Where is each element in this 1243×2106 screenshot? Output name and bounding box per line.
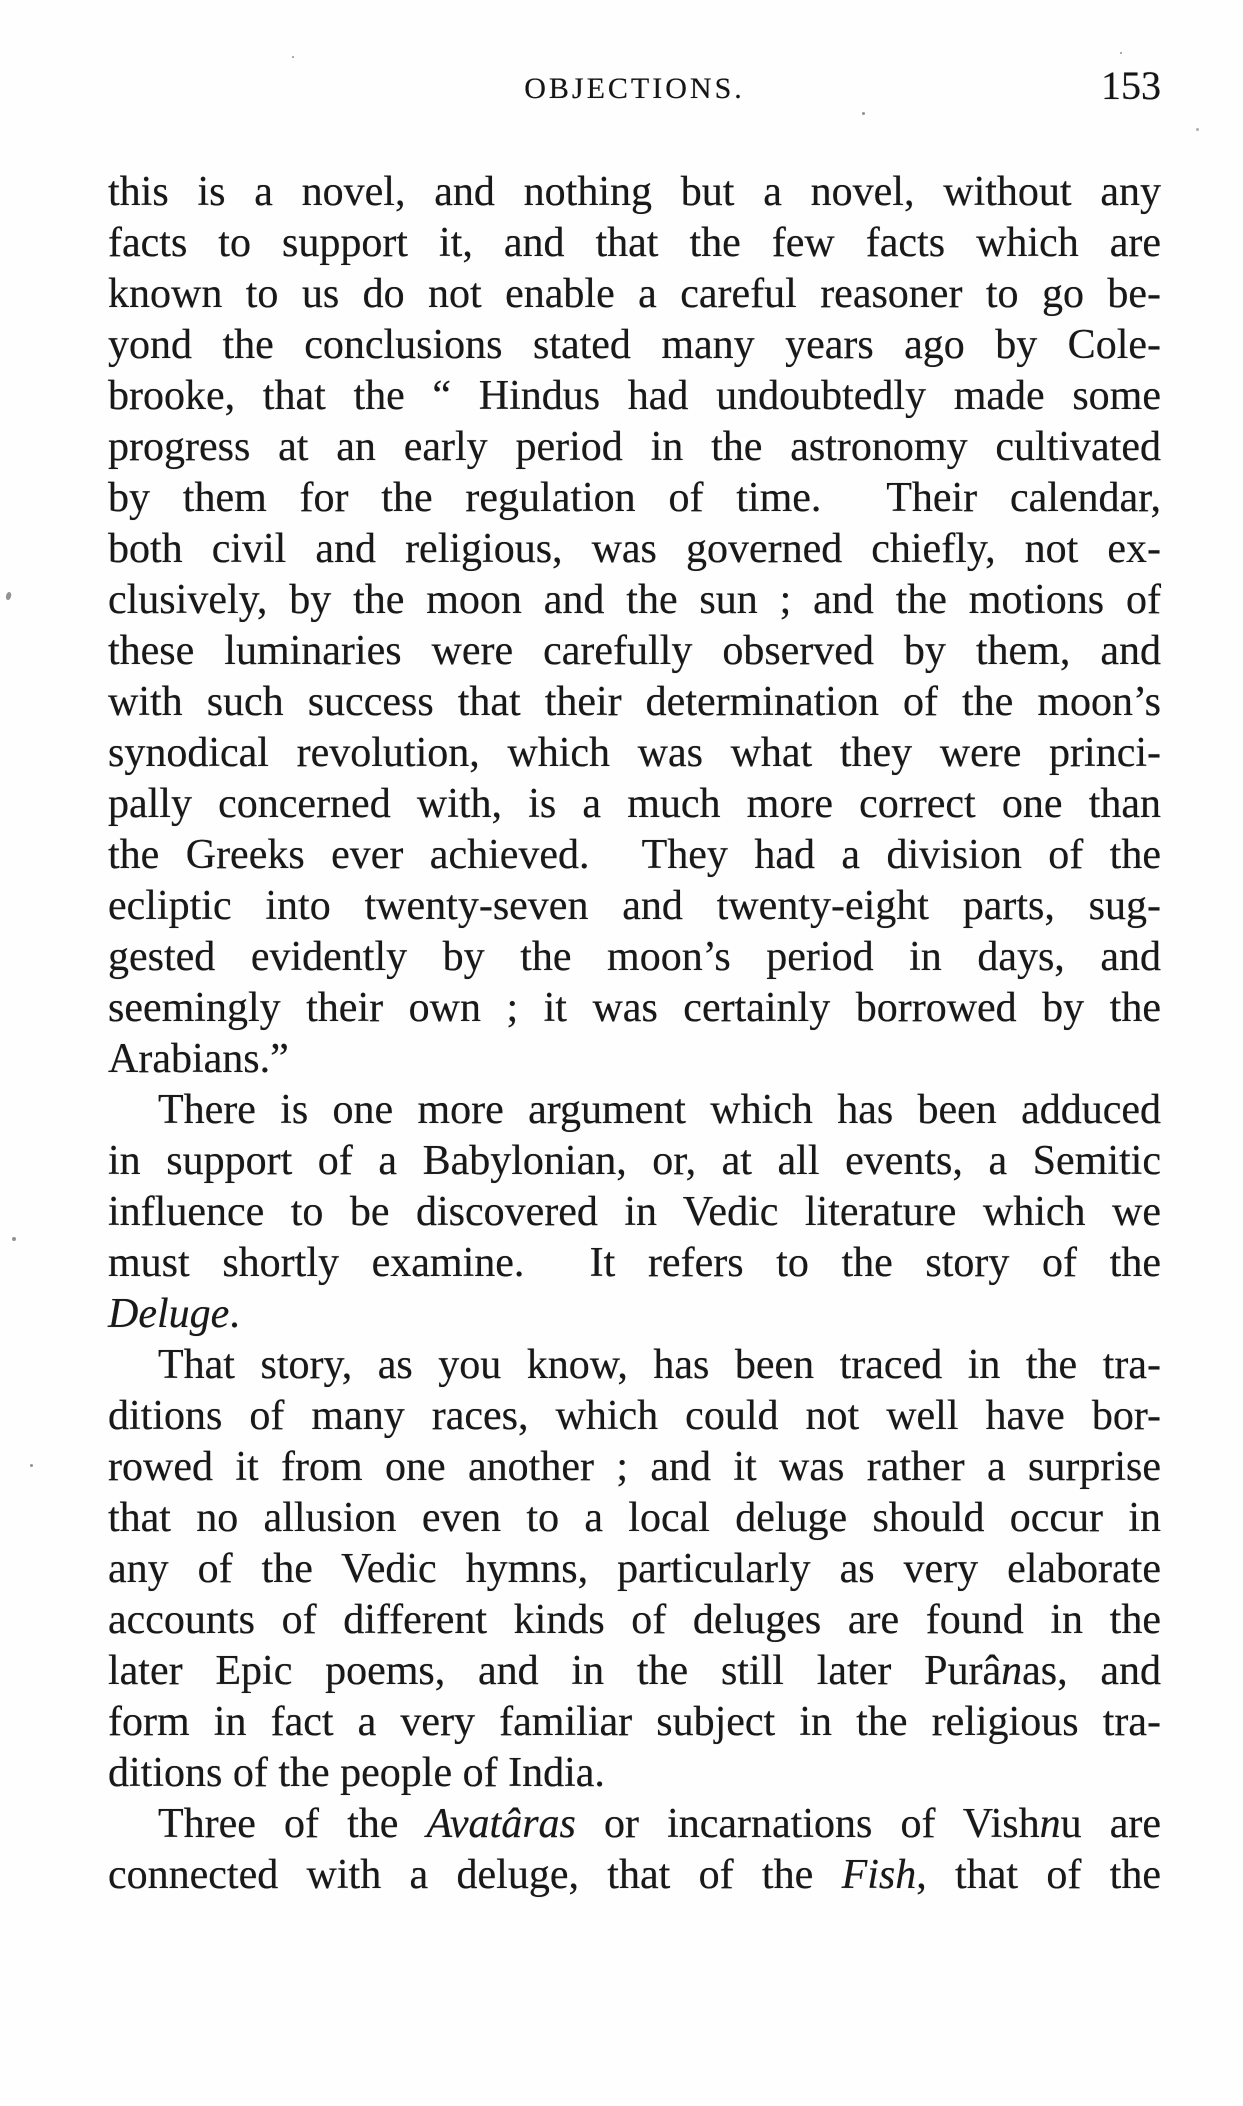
text-line — [108, 1493, 1161, 1544]
text-line — [108, 881, 1161, 932]
text-line — [108, 1595, 1161, 1646]
text-line — [108, 473, 1161, 524]
text-segment: or incarnations of Vish — [575, 1801, 1040, 1847]
text-line — [108, 1442, 1161, 1493]
text-line — [108, 983, 1161, 1034]
text-line — [108, 1238, 1161, 1289]
text-segment: influence to be discovered in Vedic literature which we — [108, 1189, 1161, 1235]
scan-speck — [5, 591, 12, 600]
text-line — [108, 1697, 1161, 1748]
text-segment: u are — [1060, 1801, 1161, 1847]
text-line — [108, 830, 1161, 881]
text-segment: synodical revolution, which was what they were princi- — [108, 730, 1161, 776]
text-segment: That story, as you know, has been traced in the tra- — [158, 1342, 1161, 1388]
text-line — [108, 1799, 1161, 1850]
text-segment: that no allusion even to a local deluge should occur in — [108, 1495, 1161, 1541]
text-segment: connected with a deluge, that of the — [108, 1852, 842, 1898]
text-line — [108, 1850, 1161, 1901]
text-segment: any of the Vedic hymns, particularly as very elaborate — [108, 1546, 1161, 1592]
text-segment: , that of the — [916, 1852, 1161, 1898]
text-line — [108, 371, 1161, 422]
text-segment: brooke, that the “ Hindus had undoubtedly made some — [108, 373, 1161, 419]
scan-speck — [30, 1464, 33, 1467]
text-line — [108, 1289, 1161, 1340]
text-line — [108, 422, 1161, 473]
text-line — [108, 626, 1161, 677]
paragraph — [108, 167, 1161, 1085]
text-line — [108, 1391, 1161, 1442]
paragraph — [108, 1085, 1161, 1340]
text-segment: ecliptic into twenty-seven and twenty-eight parts, sug- — [108, 883, 1161, 929]
page-body — [108, 167, 1161, 1901]
text-line — [108, 1136, 1161, 1187]
text-line — [108, 677, 1161, 728]
text-line — [108, 1340, 1161, 1391]
text-line — [108, 320, 1161, 371]
text-segment: progress at an early period in the astronomy cultivated — [108, 424, 1161, 470]
page-number: 153 — [1101, 63, 1161, 108]
text-segment: rowed it from one another ; and it was rather a surprise — [108, 1444, 1161, 1490]
text-line — [108, 1544, 1161, 1595]
scan-speck — [1120, 52, 1122, 54]
text-segment: in support of a Babylonian, or, at all events, a Semitic — [108, 1138, 1161, 1184]
text-line — [108, 575, 1161, 626]
text-segment: facts to support it, and that the few facts which are — [108, 220, 1161, 266]
text-segment: must shortly examine. It refers to the story of the — [108, 1240, 1161, 1286]
scan-speck — [292, 56, 294, 58]
text-segment: as, and — [1022, 1648, 1161, 1694]
text-line — [108, 1646, 1161, 1697]
text-line — [108, 1748, 1161, 1799]
text-segment: accounts of different kinds of deluges are found in the — [108, 1597, 1161, 1643]
text-segment: Arabians.” — [108, 1036, 289, 1082]
scan-speck — [862, 112, 865, 115]
paragraph — [108, 1340, 1161, 1799]
text-segment: with such success that their determination of the moon’s — [108, 679, 1161, 725]
text-line — [108, 269, 1161, 320]
text-segment: form in fact a very familiar subject in the religious tra- — [108, 1699, 1161, 1745]
text-segment: There is one more argument which has been adduced — [158, 1087, 1161, 1133]
text-segment: ditions of many races, which could not well have bor- — [108, 1393, 1161, 1439]
italic-text: n — [1001, 1648, 1023, 1694]
text-segment: known to us do not enable a careful reasoner to go be- — [108, 271, 1161, 317]
text-segment: clusively, by the moon and the sun ; and the motions of — [108, 577, 1161, 623]
text-segment: yond the conclusions stated many years ago by Cole- — [108, 322, 1161, 368]
paragraph — [108, 1799, 1161, 1901]
text-segment: both civil and religious, was governed chiefly, not ex- — [108, 526, 1161, 572]
text-line — [108, 728, 1161, 779]
text-segment: ditions of the people of India. — [108, 1750, 605, 1796]
italic-text: Deluge — [108, 1291, 230, 1337]
text-segment: later Epic poems, and in the still later Purâ — [108, 1648, 1002, 1694]
text-line — [108, 1085, 1161, 1136]
text-line — [108, 1034, 1161, 1085]
text-line — [108, 932, 1161, 983]
italic-text: n — [1039, 1801, 1061, 1847]
text-segment: gested evidently by the moon’s period in days, and — [108, 934, 1161, 980]
text-segment: pally concerned with, is a much more correct one than — [108, 781, 1161, 827]
text-segment: these luminaries were carefully observed by them, and — [108, 628, 1161, 674]
text-segment: the Greeks ever achieved. They had a division of the — [108, 832, 1161, 878]
text-segment: this is a novel, and nothing but a novel, without any — [108, 169, 1161, 215]
text-line — [108, 218, 1161, 269]
scan-speck — [1196, 128, 1199, 131]
text-line — [108, 779, 1161, 830]
text-segment: Three of the — [158, 1801, 427, 1847]
text-segment: by them for the regulation of time. Their calendar, — [108, 475, 1161, 521]
running-head-title: OBJECTIONS. — [524, 72, 745, 105]
text-line — [108, 167, 1161, 218]
text-line — [108, 524, 1161, 575]
italic-text: Avatâras — [426, 1801, 576, 1847]
italic-text: Fish — [841, 1852, 917, 1898]
scan-speck — [12, 1237, 16, 1241]
text-line — [108, 1187, 1161, 1238]
text-segment: . — [229, 1291, 240, 1337]
text-segment: seemingly their own ; it was certainly borrowed by the — [108, 985, 1161, 1031]
